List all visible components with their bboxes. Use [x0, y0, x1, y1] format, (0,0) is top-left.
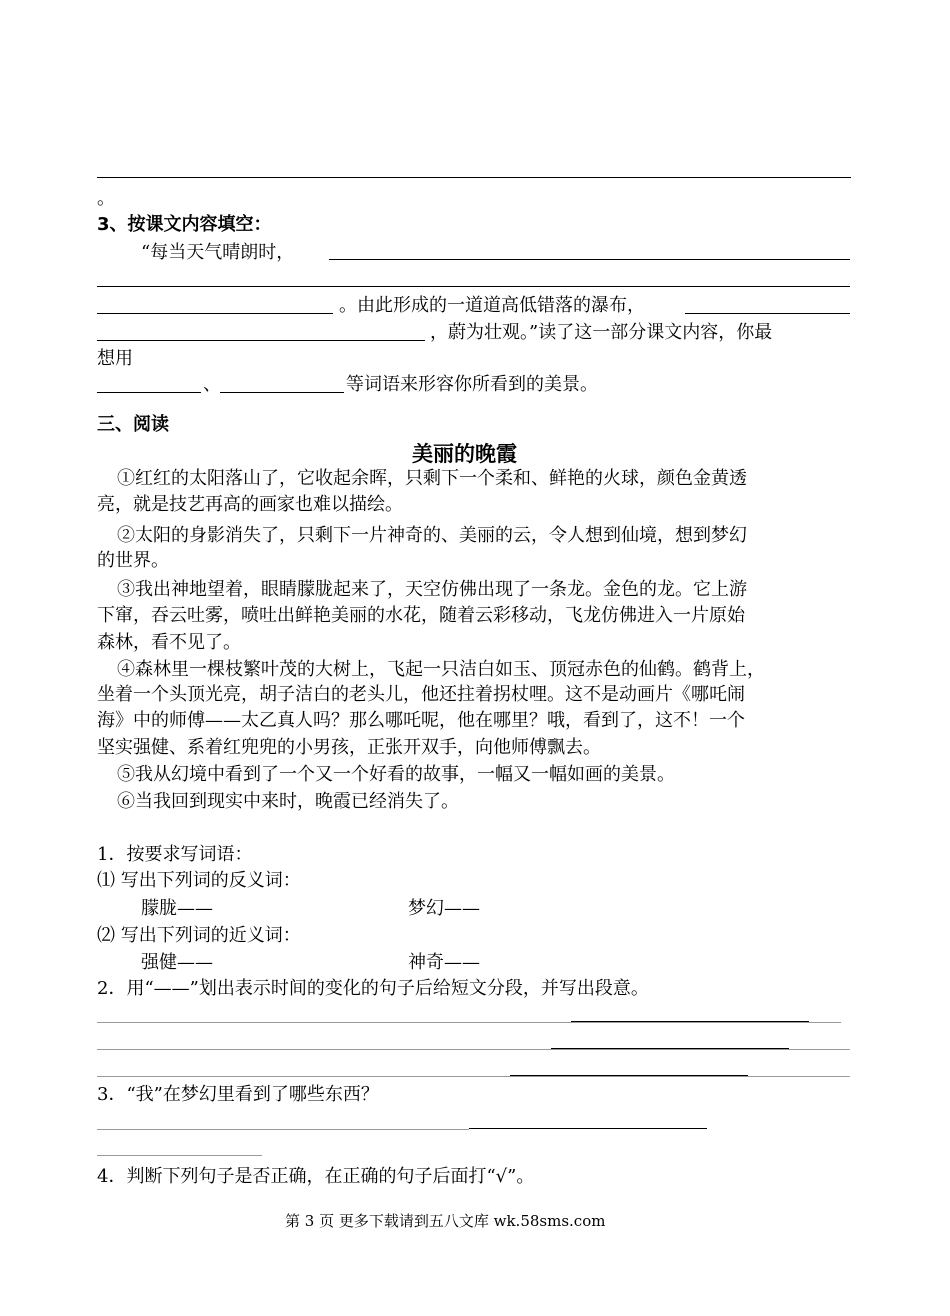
- answer-line[interactable]: [551, 1048, 789, 1049]
- q3-line6-end: 等词语来形容你所看到的美景。: [346, 374, 598, 395]
- q3-line4: ，蔚为壮观。”读了这一部分课文内容，你最: [430, 322, 773, 343]
- question-4: 4．判断下列句子是否正确，在正确的句子后面打“√”。: [97, 1166, 535, 1187]
- answer-line[interactable]: [469, 1128, 707, 1129]
- section-heading: 三、阅读: [97, 414, 169, 435]
- paragraph-3: 森林，看不见了。: [97, 632, 241, 653]
- question-1-2: ⑵ 写出下列词的近义词：: [97, 925, 301, 946]
- q3-line3: 。由此形成的一道道高低错落的瀑布，: [339, 295, 645, 316]
- period: 。: [97, 188, 115, 209]
- paragraph-3: ③我出神地望着，眼睛朦胧起来了，天空仿佛出现了一条龙。金色的龙。它上游: [117, 579, 747, 600]
- answer-line: [97, 1022, 841, 1023]
- q3-sep: 、: [203, 374, 221, 395]
- word-menglong: 朦胧——: [141, 898, 213, 919]
- word-shenqi: 神奇——: [408, 952, 480, 973]
- blank-line[interactable]: [97, 286, 850, 287]
- blank-line[interactable]: [220, 392, 344, 393]
- question-1: 1．按要求写词语：: [97, 844, 253, 865]
- paragraph-3: 下窜，吞云吐雾，喷吐出鲜艳美丽的水花，随着云彩移动，飞龙仿佛进入一片原始: [97, 605, 745, 626]
- blank-line[interactable]: [97, 392, 201, 393]
- blank-line[interactable]: [97, 313, 333, 314]
- answer-line[interactable]: [571, 1021, 809, 1022]
- answer-line[interactable]: [510, 1075, 748, 1076]
- paragraph-5: ⑤我从幻境中看到了一个又一个好看的故事，一幅又一幅如画的美景。: [117, 764, 675, 785]
- answer-line: [97, 1049, 850, 1050]
- blank-line[interactable]: [97, 340, 425, 341]
- question-1-1: ⑴ 写出下列词的反义词：: [97, 870, 301, 891]
- paragraph-4: 海》中的师傅——太乙真人吗？那么哪吒呢，他在哪里？哦，看到了，这不！一个: [97, 710, 745, 731]
- blank-line[interactable]: [329, 259, 850, 260]
- paragraph-1: ①红红的太阳落山了，它收起余晖，只剩下一个柔和、鲜艳的火球，颜色金黄透: [117, 468, 747, 489]
- q3-heading: 3、按课文内容填空：: [97, 214, 272, 235]
- article-title: 美丽的晚霞: [412, 442, 517, 466]
- paragraph-4: ④森林里一棵枝繁叶茂的大树上，飞起一只洁白如玉、顶冠赤色的仙鹤。鹤背上，: [117, 659, 765, 680]
- paragraph-4: 坚实强健、系着红兜兜的小男孩，正张开双手，向他师傅飘去。: [97, 737, 601, 758]
- paragraph-6: ⑥当我回到现实中来时，晚霞已经消失了。: [117, 791, 459, 812]
- paragraph-2: ②太阳的身影消失了，只剩下一片神奇的、美丽的云，令人想到仙境，想到梦幻: [117, 525, 747, 546]
- page-footer: 第 3 页 更多下载请到五八文库 wk.58sms.com: [285, 1212, 606, 1230]
- answer-line: [97, 1155, 262, 1156]
- word-menghuan: 梦幻——: [408, 898, 480, 919]
- paragraph-2: 的世界。: [97, 550, 169, 571]
- answer-line: [97, 1129, 469, 1130]
- blank-line[interactable]: [685, 313, 850, 314]
- question-3: 3．“我”在梦幻里看到了哪些东西？: [97, 1084, 379, 1105]
- paragraph-4: 坐着一个头顶光亮，胡子洁白的老头儿，他还拄着拐杖哩。这不是动画片《哪吒闹: [97, 684, 745, 705]
- answer-line: [97, 1076, 850, 1077]
- q3-line1: “每当天气晴朗时，: [141, 242, 295, 263]
- answer-line: [97, 177, 851, 178]
- question-2: 2．用“——”划出表示时间的变化的句子后给短文分段，并写出段意。: [97, 978, 649, 999]
- word-qiangjian: 强健——: [141, 952, 213, 973]
- paragraph-1: 亮，就是技艺再高的画家也难以描绘。: [97, 494, 403, 515]
- q3-line5: 想用: [97, 348, 133, 369]
